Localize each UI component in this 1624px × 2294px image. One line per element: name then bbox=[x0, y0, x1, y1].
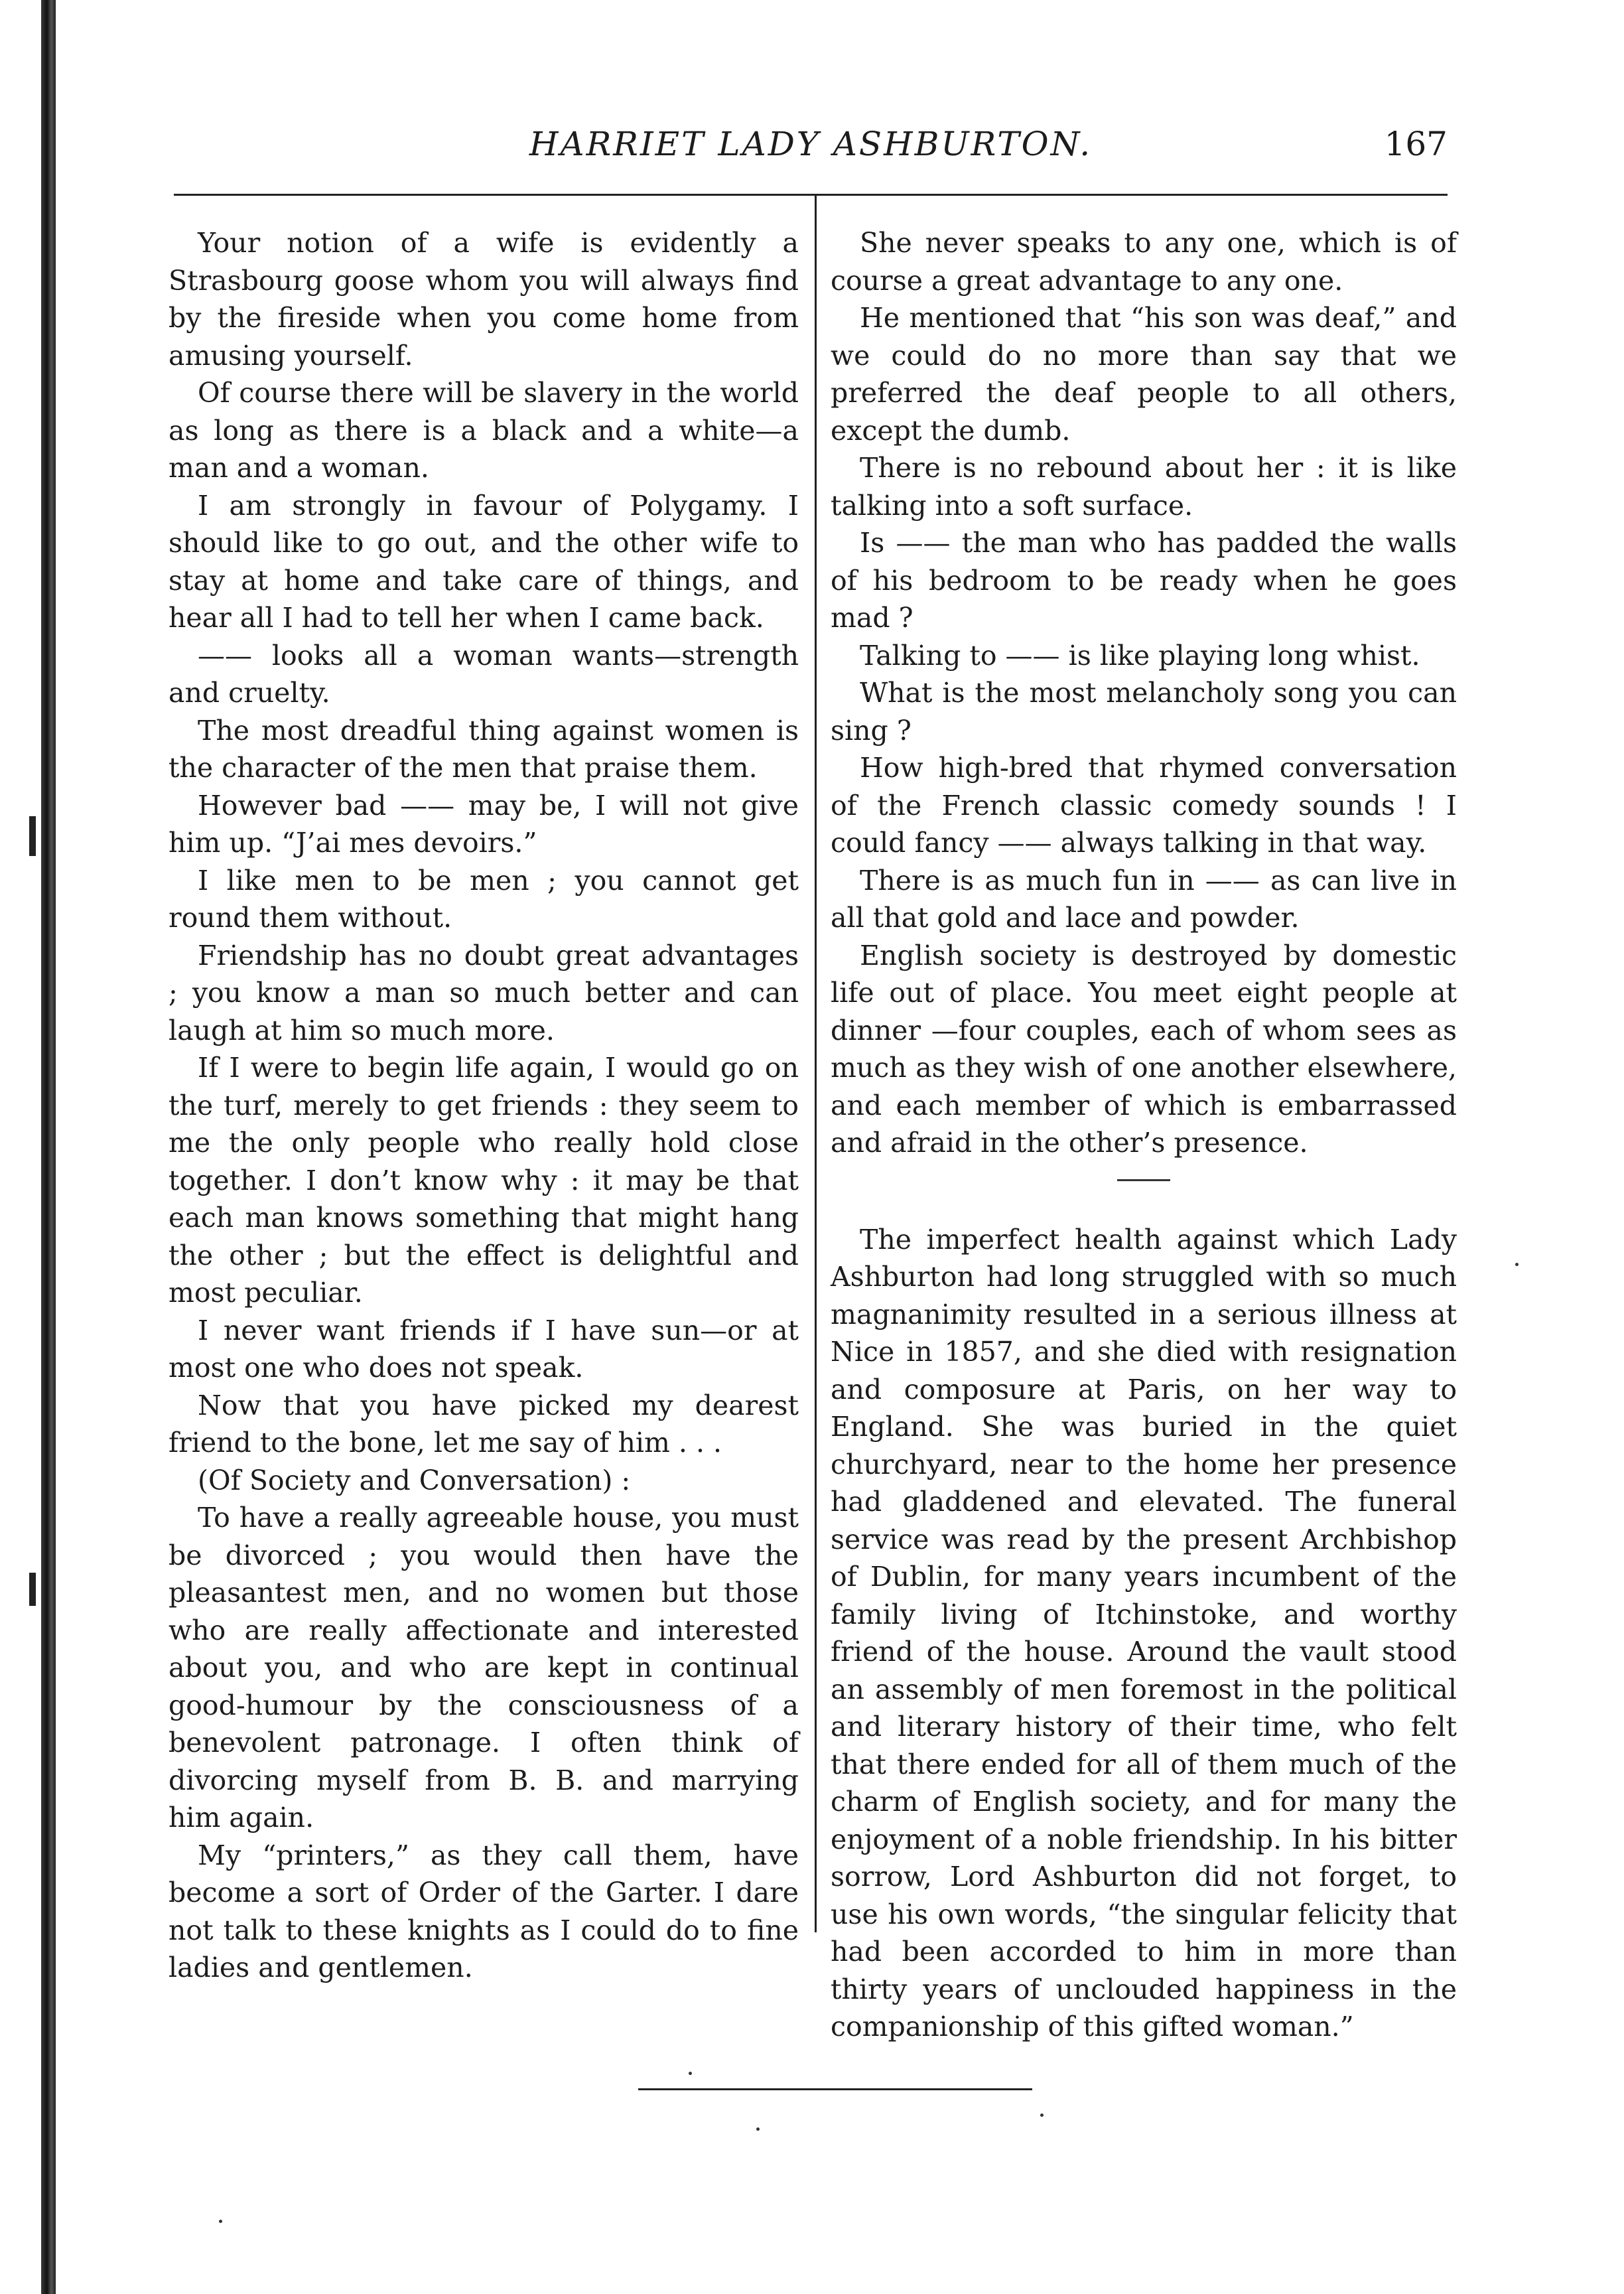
binding-mark bbox=[29, 816, 36, 856]
section-separator bbox=[1117, 1179, 1170, 1181]
left-column bbox=[169, 224, 799, 1987]
aphorism-paragraph: Is —— the man who has padded the walls of his bedroom to be ready when he goes mad ? bbox=[831, 527, 1457, 634]
aphorism-paragraph: The most dreadful thing against women is the character of the men that praise them. bbox=[169, 714, 799, 784]
running-head bbox=[174, 125, 1448, 178]
closing-paragraph: The imperfect health against which Lady Ashburton had long struggled with so much magnanimity resulted in a serious illness at Nice in 1857, and she died with resignation and composure at Paris, on her way to England. She was buried in the quiet churchyard, near to the home her presence had gladdened and elevated. The funeral service was read by the present Archbishop of Dublin, for many years incumbent of the family living of Itchinstoke, and worthy friend of the house. Around the vault stood an assembly of men foremost in the political and literary history of their time, who felt that there ended for all of them much of the charm of English society, and for many the enjoyment of a noble friendship. In his bitter sorrow, Lord Ashburton did not forget, to use his own words, “the singular felicity that had been accorded to him in more than thirty years of unclouded happiness in the companionship of this gifted woman.” bbox=[831, 1223, 1457, 2043]
footer-rule bbox=[638, 2088, 1032, 2090]
header-rule bbox=[174, 194, 1448, 196]
aphorism-paragraph: To have a really agreeable house, you must be divorced ; you would then have the pleasantest men, and no women but those who are really affectionate and interested about you, and who are kept in continual good-humour by the consciousness of a benevolent patronage. I often think of divorcing myself from B. B. and marrying him again. bbox=[169, 1502, 799, 1833]
print-speck bbox=[756, 2127, 760, 2131]
aphorism-paragraph: I like men to be men ; you cannot get round them without. bbox=[169, 864, 799, 934]
print-speck bbox=[1040, 2114, 1044, 2117]
print-speck bbox=[219, 2220, 222, 2223]
aphorism-paragraph: How high-bred that rhymed conversation of the French classic comedy sounds ! I could fancy —— always talking in that way. bbox=[831, 752, 1457, 859]
aphorism-paragraph: If I were to begin life again, I would go on the turf, merely to get friends : they seem to me the only people who really hold close together. I don’t know why : it may be that each man knows something that might hang the other ; but the effect is delightful and most peculiar. bbox=[169, 1052, 799, 1309]
print-speck bbox=[689, 2072, 692, 2075]
aphorism-paragraph: Of course there will be slavery in the world as long as there is a black and a white—a man and a woman. bbox=[169, 377, 799, 484]
aphorism-paragraph: What is the most melancholy song you can sing ? bbox=[831, 677, 1457, 747]
aphorism-paragraph: My “printers,” as they call them, have become a sort of Order of the Garter. I dare not talk to these knights as I could do to fine ladies and gentlemen. bbox=[169, 1839, 799, 1983]
page-number: 167 bbox=[1384, 125, 1448, 163]
aphorism-paragraph: I am strongly in favour of Polygamy. I should like to go out, and the other wife to stay at home and take care of things, and hear all I had to tell her when I came back. bbox=[169, 489, 799, 634]
aphorism-paragraph: English society is destroyed by domestic life out of place. You meet eight people at dinner —four couples, each of whom sees as much as they wish of one another elsewhere, and each member of which is embarrassed and afraid in the other’s presence. bbox=[831, 939, 1457, 1159]
aphorism-paragraph: There is no rebound about her : it is like talking into a soft surface. bbox=[831, 452, 1457, 522]
aphorism-paragraph: However bad —— may be, I will not give him up. “J’ai mes devoirs.” bbox=[169, 789, 799, 859]
aphorism-paragraph: Talking to —— is like playing long whist. bbox=[860, 639, 1420, 672]
binding-mark bbox=[29, 1573, 36, 1606]
aphorism-paragraph: (Of Society and Conversation) : bbox=[198, 1464, 631, 1496]
aphorism-paragraph: Friendship has no doubt great advantages ; you know a man so much better and can laugh at him so much more. bbox=[169, 939, 799, 1046]
running-title: HARRIET LADY ASHBURTON. bbox=[529, 125, 1093, 163]
column-divider bbox=[815, 194, 817, 1932]
aphorism-paragraph: She never speaks to any one, which is of course a great advantage to any one. bbox=[831, 227, 1457, 297]
aphorism-paragraph: He mentioned that “his son was deaf,” and we could do no more than say that we preferred the deaf people to all others, except the dumb. bbox=[831, 302, 1457, 447]
aphorism-paragraph: —— looks all a woman wants—strength and cruelty. bbox=[169, 639, 799, 709]
aphorism-paragraph: Your notion of a wife is evidently a Strasbourg goose whom you will always find by the fireside when you come home from amusing yourself. bbox=[169, 227, 799, 372]
aphorism-paragraph: There is as much fun in —— as can live in all that gold and lace and powder. bbox=[831, 864, 1457, 934]
book-binding-edge bbox=[41, 0, 56, 2294]
right-column bbox=[831, 224, 1457, 2046]
aphorism-paragraph: Now that you have picked my dearest friend to the bone, let me say of him . . . bbox=[169, 1389, 799, 1459]
print-speck bbox=[1515, 1263, 1519, 1266]
aphorism-paragraph: I never want friends if I have sun—or at most one who does not speak. bbox=[169, 1314, 799, 1384]
